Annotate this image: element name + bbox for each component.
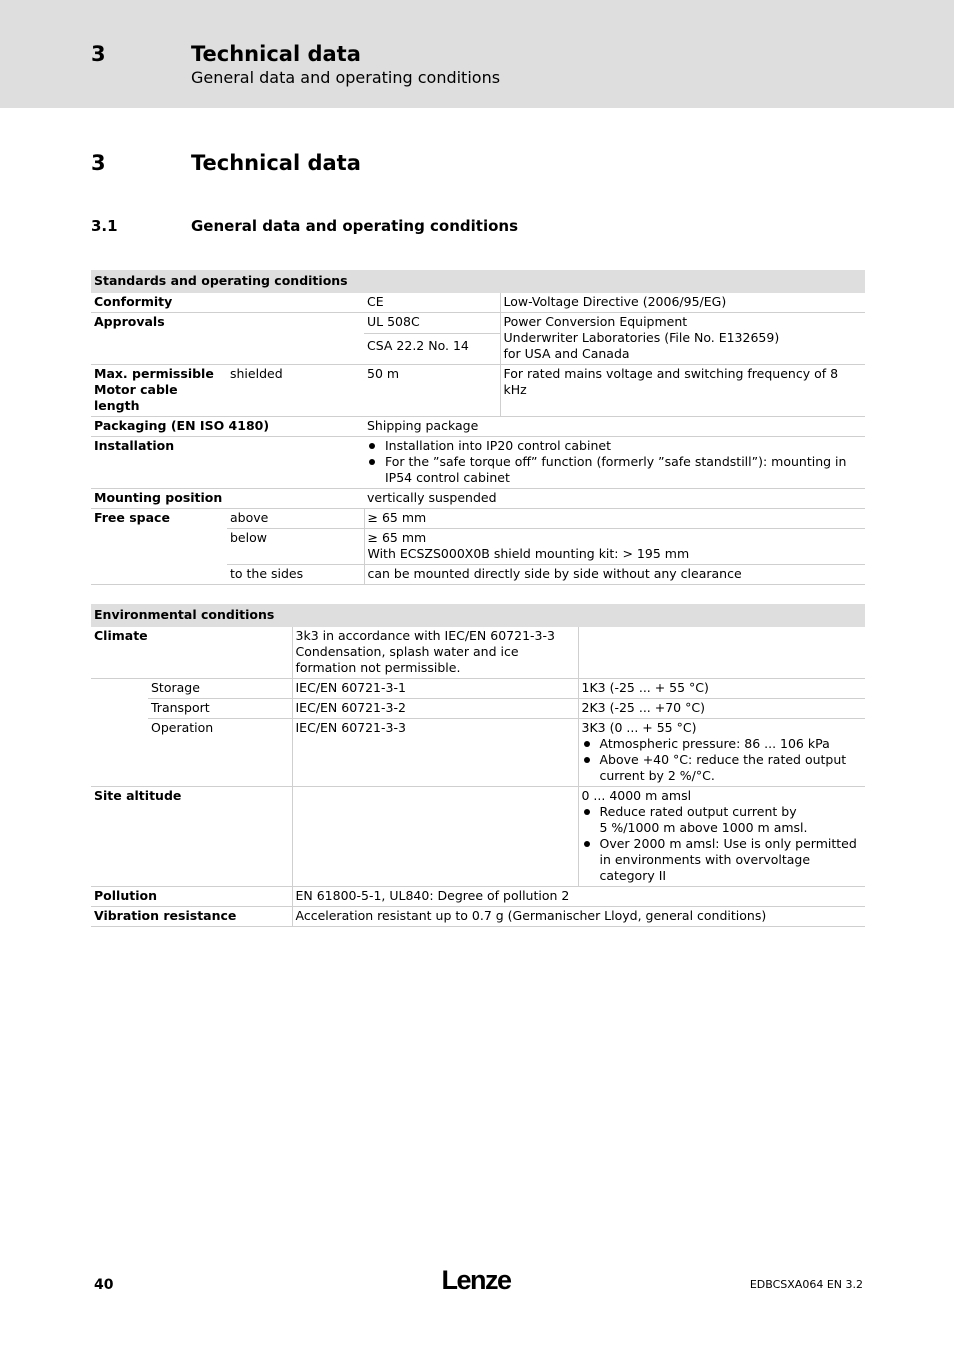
transport-standard: IEC/EN 60721-3-2	[292, 699, 578, 719]
site-altitude-empty	[292, 787, 578, 887]
heading1-number: 3	[91, 151, 106, 175]
site-altitude-value	[578, 787, 865, 887]
motor-cable-value: 50 m	[364, 365, 500, 417]
climate-empty	[578, 627, 865, 679]
conformity-value: CE	[364, 293, 500, 313]
climate-value-line: 3k3 in accordance with IEC/EN 60721-3-3	[295, 628, 555, 643]
table-row	[91, 365, 865, 417]
table-row	[91, 719, 865, 787]
approvals-values	[364, 313, 500, 365]
free-space-below-value	[364, 529, 865, 565]
table-row	[91, 313, 865, 365]
mounting-position-label: Mounting position	[91, 489, 364, 509]
free-space-below-line: ≥ 65 mm	[367, 530, 427, 545]
installation-list	[367, 438, 862, 486]
approvals-note	[500, 313, 865, 365]
standards-section-header	[91, 270, 865, 293]
transport-label: Transport	[148, 699, 292, 719]
approvals-note-line: Underwriter Laboratories (File No. E132659)	[503, 330, 780, 345]
approvals-value-csa: CSA 22.2 No. 14	[364, 333, 500, 360]
climate-label: Climate	[91, 627, 292, 679]
table-row	[91, 679, 865, 699]
standards-section-title: Standards and operating conditions	[91, 270, 865, 293]
free-space-below-label: below	[227, 529, 364, 565]
mounting-position-value: vertically suspended	[364, 489, 865, 509]
environment-table	[91, 604, 865, 927]
site-altitude-bullet-line: 5 %/1000 m above 1000 m amsl.	[599, 820, 808, 835]
free-space-sides-value: can be mounted directly side by side without any clearance	[364, 565, 865, 585]
climate-value-line: Condensation, splash water and ice formation not permissible.	[295, 644, 519, 675]
transport-value: 2K3 (-25 ... +70 °C)	[578, 699, 865, 719]
list-item: For the ”safe torque off” function (formerly ”safe standstill”): mounting in IP54 control cabinet	[367, 454, 862, 486]
motor-cable-label	[91, 365, 227, 417]
operation-value	[578, 719, 865, 787]
storage-value: 1K3 (-25 ... + 55 °C)	[578, 679, 865, 699]
approvals-note-line: Power Conversion Equipment	[503, 314, 688, 329]
motor-cable-label-line: Motor cable length	[94, 382, 178, 413]
site-altitude-list	[582, 804, 863, 884]
site-altitude-bullet-line: Reduce rated output current by	[599, 804, 797, 819]
heading2-title: General data and operating conditions	[191, 217, 519, 235]
conformity-note: Low-Voltage Directive (2006/95/EG)	[500, 293, 865, 313]
page-header-band	[0, 0, 954, 108]
list-item: Atmospheric pressure: 86 ... 106 kPa	[582, 736, 863, 752]
table-row	[91, 489, 865, 509]
lenze-logo-text: Lenze	[441, 1265, 511, 1295]
storage-label: Storage	[148, 679, 292, 699]
table-row	[91, 627, 865, 679]
standards-table	[91, 270, 865, 585]
table-row	[91, 907, 865, 927]
conformity-label: Conformity	[91, 293, 364, 313]
motor-cable-label-line: Max. permissible	[94, 366, 214, 381]
environment-section-header	[91, 604, 865, 627]
vibration-label: Vibration resistance	[91, 907, 292, 927]
header-section-subtitle: General data and operating conditions	[191, 68, 501, 87]
table-row	[91, 787, 865, 887]
free-space-below-line: With ECSZS000X0B shield mounting kit: > 195 mm	[367, 546, 690, 561]
installation-value	[364, 437, 865, 489]
spacer-cell	[91, 719, 148, 787]
site-altitude-value-text: 0 ... 4000 m amsl	[581, 788, 692, 803]
table-row	[91, 887, 865, 907]
pollution-value: EN 61800-5-1, UL840: Degree of pollution 2	[292, 887, 865, 907]
climate-value	[292, 627, 578, 679]
environment-section-title: Environmental conditions	[91, 604, 865, 627]
spacer-cell	[91, 679, 148, 699]
document-id: EDBCSXA064 EN 3.2	[749, 1278, 863, 1291]
packaging-label: Packaging (EN ISO 4180)	[91, 417, 364, 437]
approvals-note-line: for USA and Canada	[503, 346, 630, 361]
list-item: Installation into IP20 control cabinet	[367, 438, 862, 454]
site-altitude-label: Site altitude	[91, 787, 292, 887]
operation-standard: IEC/EN 60721-3-3	[292, 719, 578, 787]
approvals-label: Approvals	[91, 313, 364, 365]
table-row	[91, 437, 865, 489]
lenze-logo	[435, 1263, 517, 1297]
free-space-above-value: ≥ 65 mm	[364, 509, 865, 529]
storage-standard: IEC/EN 60721-3-1	[292, 679, 578, 699]
installation-label: Installation	[91, 437, 364, 489]
operation-list	[582, 736, 863, 784]
list-item: Over 2000 m amsl: Use is only permitted in environments with overvoltage category II	[582, 836, 863, 884]
free-space-label: Free space	[91, 509, 227, 585]
free-space-sides-label: to the sides	[227, 565, 364, 585]
packaging-value: Shipping package	[364, 417, 865, 437]
free-space-above-label: above	[227, 509, 364, 529]
table-row	[91, 509, 865, 529]
heading1-title: Technical data	[191, 151, 361, 175]
page-number: 40	[94, 1277, 114, 1293]
table-row	[91, 417, 865, 437]
approvals-value-ul: UL 508C	[367, 314, 420, 329]
table-row	[91, 699, 865, 719]
motor-cable-sub: shielded	[227, 365, 364, 417]
table-row	[91, 293, 865, 313]
list-item	[582, 804, 863, 836]
operation-value-text: 3K3 (0 ... + 55 °C)	[581, 720, 697, 735]
pollution-label: Pollution	[91, 887, 292, 907]
vibration-value: Acceleration resistant up to 0.7 g (Germanischer Lloyd, general conditions)	[292, 907, 865, 927]
operation-label: Operation	[148, 719, 292, 787]
list-item: Above +40 °C: reduce the rated output current by 2 %/°C.	[582, 752, 863, 784]
header-chapter-title: Technical data	[191, 42, 361, 66]
motor-cable-note: For rated mains voltage and switching frequency of 8 kHz	[500, 365, 865, 417]
spacer-cell	[91, 699, 148, 719]
heading2-number: 3.1	[91, 217, 118, 235]
header-chapter-number: 3	[91, 42, 106, 66]
